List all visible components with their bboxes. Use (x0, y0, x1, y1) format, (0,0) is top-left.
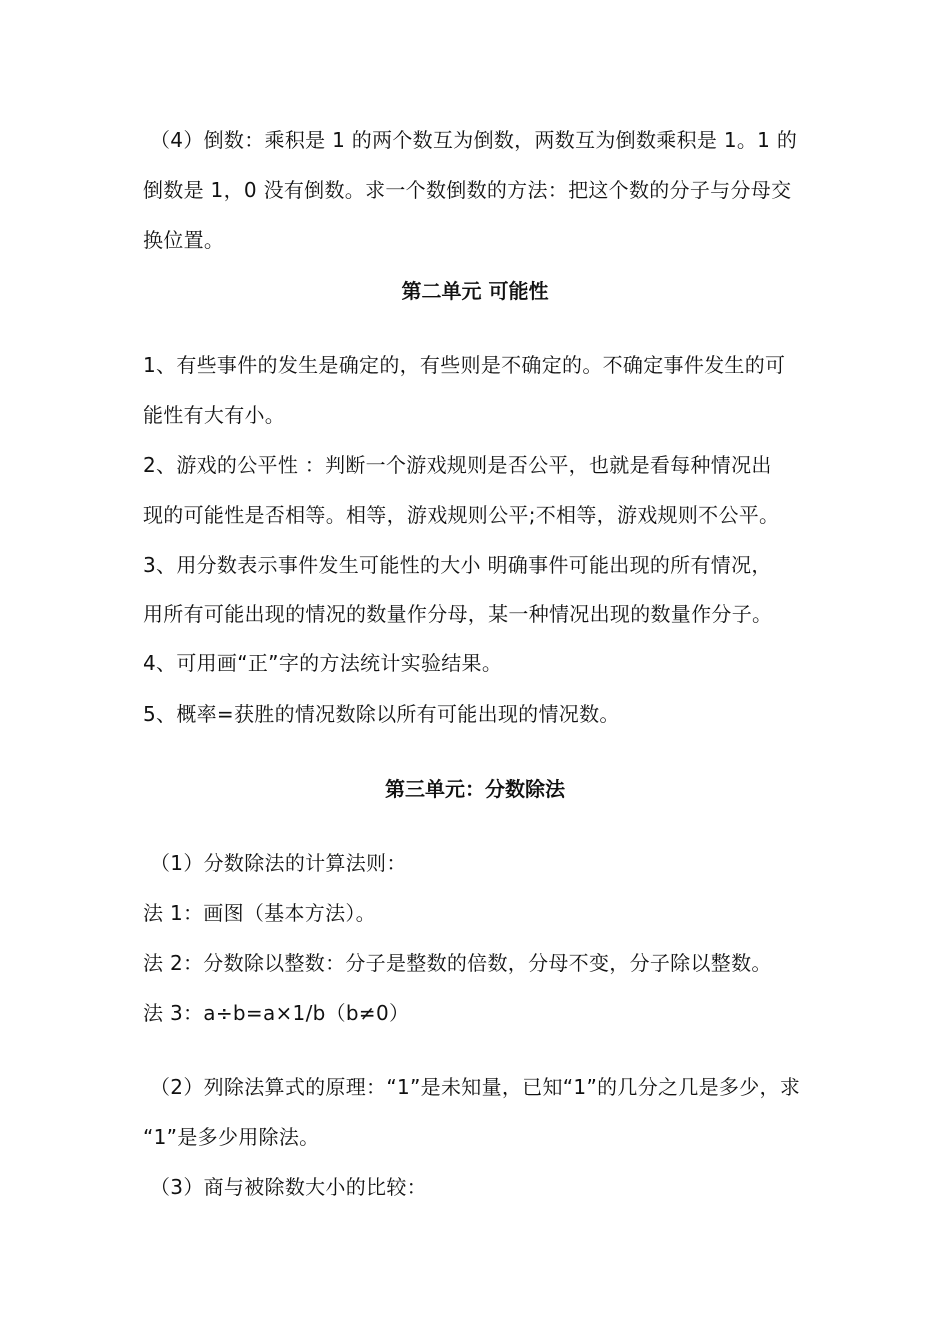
unit3-line-2: 法 1：画图（基本方法）。 (143, 901, 376, 925)
unit2-line-5: 3、用分数表示事件发生可能性的大小 明确事件可能出现的所有情况， (143, 553, 772, 577)
unit3-line-6: “1”是多少用除法。 (143, 1125, 320, 1149)
unit2-line-8: 5、概率=获胜的情况数除以所有可能出现的情况数。 (143, 702, 620, 726)
unit1-item4-line-3: 换位置。 (143, 228, 225, 252)
unit1-item4-line-1: （4）倒数：乘积是 1 的两个数互为倒数，两数互为倒数乘积是 1。1 的 (150, 128, 798, 152)
unit3-line-5: （2）列除法算式的原理：“1”是未知量，已知“1”的几分之几是多少，求 (150, 1075, 801, 1099)
unit2-line-6: 用所有可能出现的情况的数量作分母，某一种情况出现的数量作分子。 (143, 602, 773, 626)
unit2-line-3: 2、游戏的公平性 ：判断一个游戏规则是否公平，也就是看每种情况出 (143, 453, 772, 477)
unit2-line-2: 能性有大有小。 (143, 403, 286, 427)
unit2-line-7: 4、可用画“正”字的方法统计实验结果。 (143, 651, 503, 675)
unit3-title: 第三单元：分数除法 (385, 777, 565, 801)
unit3-line-1: （1）分数除法的计算法则： (150, 851, 407, 875)
unit2-line-1: 1、有些事件的发生是确定的，有些则是不确定的。不确定事件发生的可 (143, 353, 786, 377)
unit2-title: 第二单元 可能性 (401, 279, 549, 303)
unit3-line-4: 法 3：a÷b=a×1/b（b≠0） (143, 1001, 410, 1025)
unit3-line-3: 法 2：分数除以整数：分子是整数的倍数，分母不变，分子除以整数。 (143, 951, 772, 975)
unit2-line-4: 现的可能性是否相等。相等，游戏规则公平;不相等，游戏规则不公平。 (143, 503, 780, 527)
unit3-line-7: （3）商与被除数大小的比较： (150, 1175, 427, 1199)
unit1-item4-line-2: 倒数是 1，0 没有倒数。求一个数倒数的方法：把这个数的分子与分母交 (143, 178, 792, 202)
